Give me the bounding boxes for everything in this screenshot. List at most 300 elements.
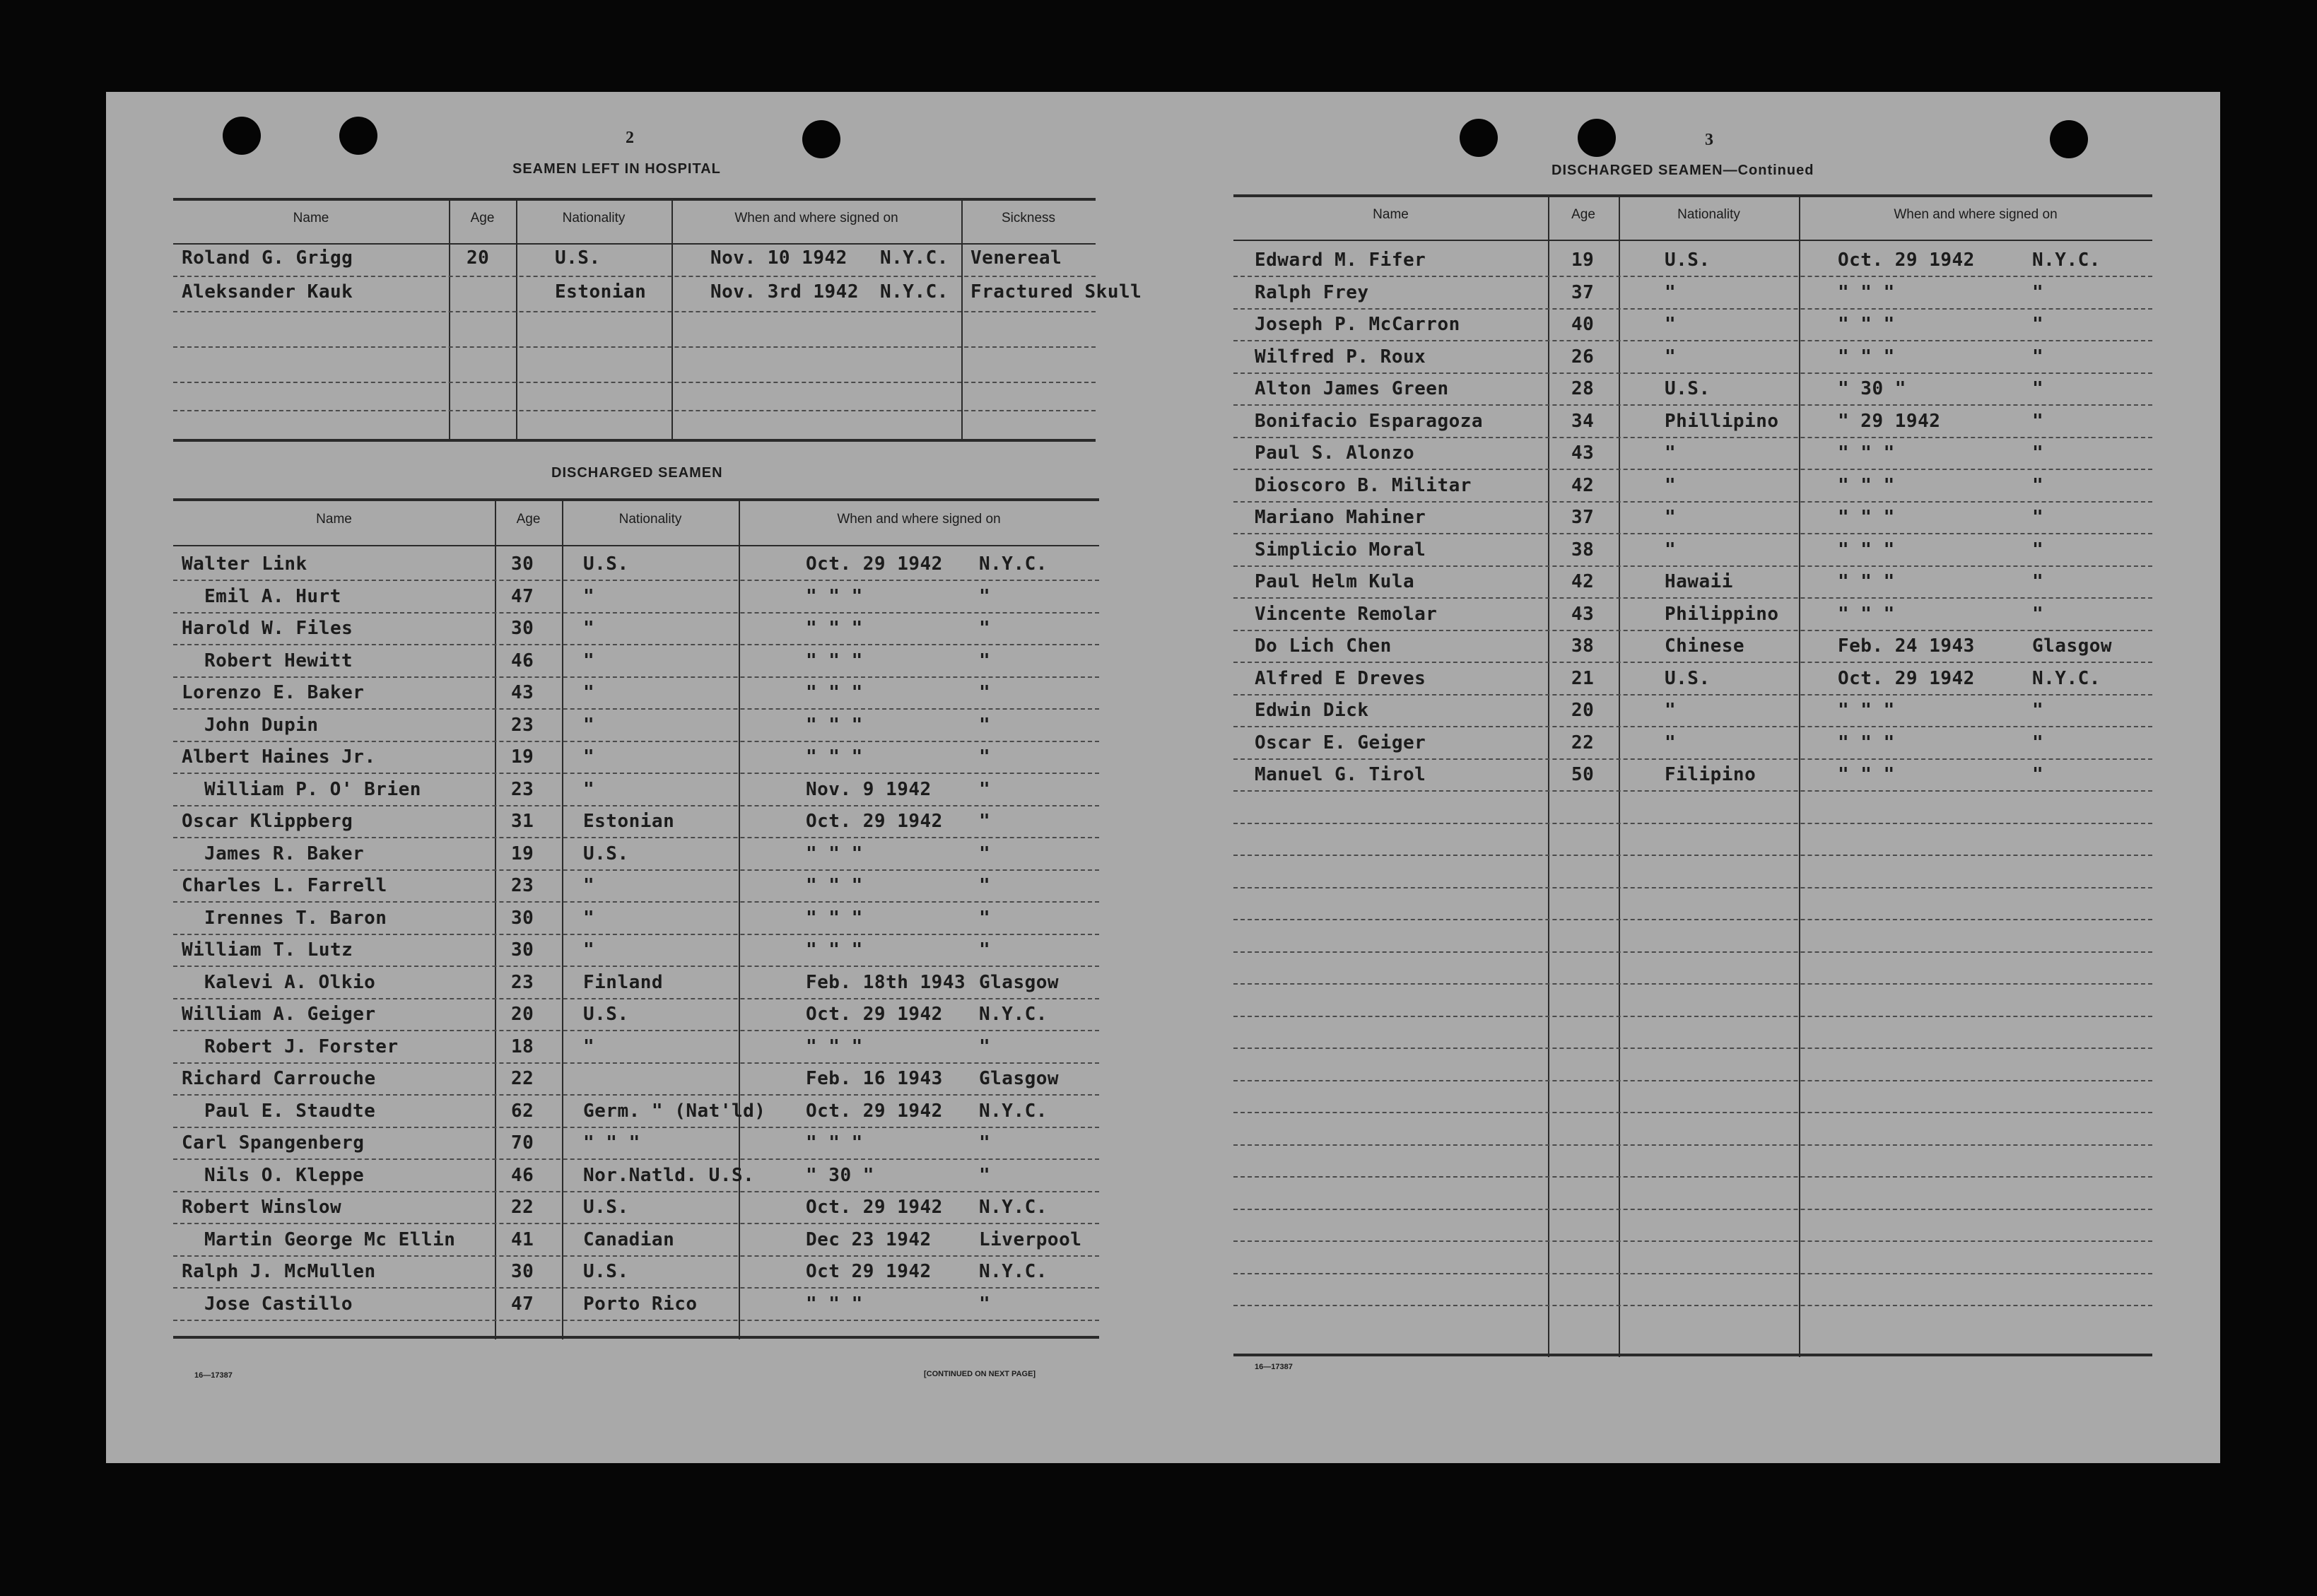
cell-age: 37	[1571, 507, 1595, 528]
cell-signed-place: "	[2032, 314, 2044, 335]
cell-name: Oscar E. Geiger	[1255, 732, 1426, 753]
cell-nationality: "	[1665, 732, 1677, 753]
ruled-line	[1233, 276, 2152, 277]
ruled-line	[1233, 597, 2152, 599]
cell-signed-place: "	[979, 843, 991, 864]
table-row	[173, 805, 1099, 838]
cell-age: 22	[511, 1197, 534, 1218]
cell-sickness: Venereal	[970, 247, 1062, 269]
ruled-line	[173, 346, 1096, 348]
cell-signed-date: " " "	[1838, 764, 1895, 785]
cell-signed-date: " " "	[806, 618, 863, 639]
ruled-line	[173, 382, 1096, 383]
ruled-line	[173, 741, 1099, 742]
cell-signed-date: " " "	[806, 1132, 863, 1154]
ruled-line	[173, 773, 1099, 774]
table-row	[173, 580, 1099, 613]
cell-age: 43	[1571, 603, 1595, 625]
table-row	[1233, 405, 2152, 438]
cell-nationality: "	[583, 618, 595, 639]
cell-signed-place: Liverpool	[979, 1228, 1082, 1250]
cell-nationality: "	[583, 778, 595, 800]
cell-name: William A. Geiger	[182, 1004, 376, 1025]
hospital-table	[173, 198, 1142, 445]
cell-signed-place: "	[2032, 571, 2044, 592]
ruled-line	[1233, 1048, 2152, 1049]
discharged-continued-title: DISCHARGED SEAMEN—Continued	[1551, 163, 1814, 178]
table-row	[173, 1159, 1099, 1192]
ruled-line	[1233, 887, 2152, 888]
cell-nationality: "	[583, 585, 595, 607]
cell-name: Paul S. Alonzo	[1255, 442, 1415, 464]
discharged-table	[173, 498, 1099, 1339]
cell-age: 46	[511, 650, 534, 671]
cell-signed-place: N.Y.C.	[979, 1197, 1048, 1218]
column-header-age: Age	[1571, 207, 1595, 222]
column-header-nationality: Nationality	[562, 211, 626, 225]
ruled-line	[173, 580, 1099, 581]
ruled-line	[1233, 662, 2152, 663]
cell-signed-date: " " "	[806, 714, 863, 736]
cell-signed-date: Feb. 16 1943	[806, 1068, 943, 1089]
ruled-line	[173, 1158, 1099, 1160]
cell-nationality: Filipino	[1665, 764, 1756, 785]
cell-signed-place: Glasgow	[979, 1068, 1060, 1089]
cell-name: Ralph J. McMullen	[182, 1261, 376, 1282]
cell-name: William P. O' Brien	[204, 778, 421, 800]
cell-nationality: "	[1665, 507, 1677, 528]
cell-age: 28	[1571, 378, 1595, 399]
cell-sickness: Fractured Skull	[970, 281, 1142, 303]
ruled-line	[1233, 340, 2152, 341]
cell-age: 40	[1571, 314, 1595, 335]
table-row	[1233, 341, 2152, 373]
cell-nationality: "	[583, 682, 595, 703]
cell-signed-place: "	[979, 618, 991, 639]
punch-hole	[339, 117, 377, 155]
cell-age: 38	[1571, 539, 1595, 561]
cell-signed-date: " " "	[806, 650, 863, 671]
cell-signed-date: " " "	[1838, 732, 1895, 753]
cell-signed-date: " " "	[806, 746, 863, 768]
table-header	[173, 498, 1099, 546]
cell-nationality: Porto Rico	[583, 1293, 698, 1315]
column-header-age: Age	[470, 211, 495, 225]
table-row	[173, 773, 1099, 806]
cell-name: Simplicio Moral	[1255, 539, 1426, 561]
cell-age: 23	[511, 875, 534, 896]
ruled-line	[1233, 790, 2152, 792]
ruled-line	[173, 1223, 1099, 1224]
ruled-line	[1233, 404, 2152, 406]
ruled-line	[173, 676, 1099, 678]
cell-nationality: "	[583, 714, 595, 736]
column-divider	[449, 198, 450, 442]
ruled-line	[173, 1127, 1099, 1128]
cell-signed-place: "	[979, 650, 991, 671]
cell-signed-date: Oct. 29 1942	[1838, 250, 1975, 271]
table-row	[173, 612, 1099, 645]
cell-nationality: U.S.	[1665, 667, 1711, 689]
cell-age: 34	[1571, 410, 1595, 432]
cell-name: Nils O. Kleppe	[204, 1164, 365, 1186]
cell-age: 20	[467, 247, 490, 269]
table-row	[1233, 276, 2152, 309]
table-row	[1233, 694, 2152, 727]
cell-signed-place: N.Y.C.	[2032, 250, 2101, 271]
table-row	[173, 934, 1099, 966]
cell-signed-date: Dec 23 1942	[806, 1228, 932, 1250]
ruled-line	[173, 1255, 1099, 1257]
cell-nationality: Estonian	[583, 811, 675, 832]
cell-signed-date: " 30 "	[806, 1164, 874, 1186]
cell-nationality: U.S.	[583, 1004, 629, 1025]
cell-signed-date: " " "	[806, 682, 863, 703]
ruled-line	[1233, 1112, 2152, 1113]
cell-nationality: U.S.	[583, 553, 629, 575]
cell-nationality: "	[1665, 700, 1677, 721]
cell-signed-place: "	[979, 1293, 991, 1315]
cell-name: Bonifacio Esparagoza	[1255, 410, 1484, 432]
ruled-line	[1233, 758, 2152, 760]
cell-name: John Dupin	[204, 714, 319, 736]
cell-signed-place: "	[2032, 442, 2044, 464]
table-row	[173, 548, 1099, 580]
cell-age: 18	[511, 1035, 534, 1057]
cell-nationality: "	[1665, 539, 1677, 561]
ruled-line	[1233, 919, 2152, 920]
cell-signed-place: "	[979, 907, 991, 929]
cell-name: Do Lich Chen	[1255, 635, 1392, 657]
ruled-line	[1233, 308, 2152, 310]
punch-hole	[223, 117, 261, 155]
cell-signed-place: "	[2032, 346, 2044, 368]
cell-nationality: Germ. " (Nat'ld)	[583, 1100, 766, 1122]
ruled-line	[173, 837, 1099, 838]
cell-nationality: Estonian	[555, 281, 647, 303]
hospital-section-title: SEAMEN LEFT IN HOSPITAL	[512, 161, 721, 177]
cell-age: 46	[511, 1164, 534, 1186]
cell-name: Charles L. Farrell	[182, 875, 387, 896]
cell-age: 21	[1571, 667, 1595, 689]
table-row	[1233, 534, 2152, 566]
column-header-name: Name	[316, 512, 352, 527]
cell-age: 30	[511, 907, 534, 929]
table-row	[173, 1224, 1099, 1256]
page-number: 3	[1705, 131, 1713, 149]
cell-signed-date: Oct. 29 1942	[806, 811, 943, 832]
cell-signed-place: "	[979, 746, 991, 768]
cell-signed-date: " " "	[806, 875, 863, 896]
cell-age: 70	[511, 1132, 534, 1154]
column-header-signed-on: When and where signed on	[734, 211, 898, 225]
cell-name: Harold W. Files	[182, 618, 353, 639]
cell-age: 22	[1571, 732, 1595, 753]
table-row	[173, 966, 1099, 999]
cell-nationality: U.S.	[583, 843, 629, 864]
cell-name: Lorenzo E. Baker	[182, 682, 365, 703]
cell-signed-date: " " "	[1838, 281, 1895, 303]
cell-signed-place: "	[2032, 474, 2044, 496]
table-header	[1233, 194, 2152, 241]
table-row	[173, 1288, 1099, 1320]
table-row	[173, 1062, 1099, 1095]
cell-name: Roland G. Grigg	[182, 247, 353, 269]
ruled-line	[1233, 501, 2152, 503]
cell-signed-date: " " "	[1838, 539, 1895, 561]
cell-signed-place: "	[2032, 539, 2044, 561]
cell-name: Vincente Remolar	[1255, 603, 1438, 625]
cell-signed-place: "	[979, 939, 991, 961]
cell-nationality: U.S.	[1665, 250, 1711, 271]
cell-signed-date: Oct. 29 1942	[806, 1100, 943, 1122]
column-header-signed-on: When and where signed on	[1894, 207, 2058, 222]
cell-signed-date: Oct. 29 1942	[806, 1004, 943, 1025]
cell-name: Alfred E Dreves	[1255, 667, 1426, 689]
cell-nationality: Phillipino	[1665, 410, 1779, 432]
cell-name: Oscar Klippberg	[182, 811, 353, 832]
cell-nationality: U.S.	[1665, 378, 1711, 399]
cell-age: 26	[1571, 346, 1595, 368]
cell-name: Carl Spangenberg	[182, 1132, 365, 1154]
cell-name: Wilfred P. Roux	[1255, 346, 1426, 368]
cell-name: Alton James Green	[1255, 378, 1449, 399]
cell-nationality: "	[583, 939, 595, 961]
cell-age: 42	[1571, 474, 1595, 496]
cell-name: Kalevi A. Olkio	[204, 971, 376, 993]
ruled-line	[1233, 565, 2152, 567]
ruled-line	[173, 1287, 1099, 1289]
ruled-line	[1233, 983, 2152, 985]
punch-hole	[2050, 120, 2088, 158]
cell-signed-place: "	[979, 682, 991, 703]
ruled-line	[1233, 951, 2152, 953]
table-row	[1233, 372, 2152, 405]
cell-age: 23	[511, 971, 534, 993]
cell-age: 20	[511, 1004, 534, 1025]
cell-signed-place: "	[979, 875, 991, 896]
form-number: 16—17387	[1255, 1363, 1293, 1371]
table-row	[173, 1255, 1099, 1288]
cell-signed-date: Feb. 18th 1943	[806, 971, 966, 993]
cell-signed-date: " 29 1942	[1838, 410, 1941, 432]
cell-signed-place: "	[979, 714, 991, 736]
cell-signed-date: Nov. 3rd 1942	[710, 281, 859, 303]
cell-signed-place: "	[979, 778, 991, 800]
ruled-line	[1233, 437, 2152, 438]
page-number: 2	[626, 129, 634, 147]
cell-signed-date: Oct. 29 1942	[1838, 667, 1975, 689]
ruled-line	[1233, 630, 2152, 631]
cell-signed-date: Feb. 24 1943	[1838, 635, 1975, 657]
column-divider	[961, 198, 963, 442]
ruled-line	[173, 644, 1099, 645]
table-row	[173, 645, 1099, 677]
cell-signed-date: " " "	[806, 585, 863, 607]
cell-signed-date: Nov. 10 1942	[710, 247, 847, 269]
cell-signed-place: Glasgow	[2032, 635, 2113, 657]
table-bottom-rule	[1233, 1354, 2152, 1356]
ruled-line	[173, 1191, 1099, 1192]
cell-name: Richard Carrouche	[182, 1068, 376, 1089]
table-row	[173, 676, 1099, 709]
cell-nationality: U.S.	[583, 1261, 629, 1282]
cell-signed-date: " " "	[1838, 603, 1895, 625]
cell-age: 47	[511, 1293, 534, 1315]
cell-signed-date: " " "	[806, 939, 863, 961]
table-bottom-rule	[173, 1336, 1099, 1339]
table-row	[1233, 758, 2152, 791]
table-row	[173, 1191, 1099, 1224]
table-row	[173, 741, 1099, 773]
cell-age: 30	[511, 939, 534, 961]
cell-name: Albert Haines Jr.	[182, 746, 376, 768]
table-row	[1233, 469, 2152, 502]
cell-signed-place: "	[979, 1035, 991, 1057]
cell-nationality: Chinese	[1665, 635, 1745, 657]
cell-nationality: "	[583, 1035, 595, 1057]
cell-signed-place: "	[979, 811, 991, 832]
cell-signed-date: " 30 "	[1838, 378, 1906, 399]
table-header	[173, 198, 1096, 245]
cell-signed-date: " " "	[1838, 346, 1895, 368]
cell-signed-place: N.Y.C.	[880, 247, 949, 269]
ruled-line	[1233, 855, 2152, 856]
cell-signed-place: N.Y.C.	[979, 553, 1048, 575]
ruled-line	[1233, 1080, 2152, 1081]
ruled-line	[1233, 1016, 2152, 1017]
cell-signed-date: Nov. 9 1942	[806, 778, 932, 800]
cell-age: 30	[511, 618, 534, 639]
table-row	[173, 869, 1099, 902]
cell-name: Robert J. Forster	[204, 1035, 399, 1057]
cell-name: Dioscoro B. Militar	[1255, 474, 1472, 496]
ruled-line	[1233, 823, 2152, 824]
cell-name: Joseph P. McCarron	[1255, 314, 1460, 335]
cell-signed-place: N.Y.C.	[880, 281, 949, 303]
cell-name: Paul E. Staudte	[204, 1100, 376, 1122]
table-row	[1233, 727, 2152, 759]
cell-nationality: U.S.	[555, 247, 601, 269]
cell-signed-place: N.Y.C.	[979, 1004, 1048, 1025]
cell-age: 19	[1571, 250, 1595, 271]
right-page	[1170, 92, 2220, 1463]
column-header-age: Age	[516, 512, 541, 527]
ruled-line	[173, 1094, 1099, 1096]
cell-age: 43	[1571, 442, 1595, 464]
table-row	[1233, 565, 2152, 598]
left-page	[106, 92, 1173, 1463]
cell-nationality: U.S.	[583, 1197, 629, 1218]
cell-name: Aleksander Kauk	[182, 281, 353, 303]
cell-name: Edwin Dick	[1255, 700, 1369, 721]
cell-signed-date: " " "	[806, 1035, 863, 1057]
ruled-line	[173, 901, 1099, 903]
table-row	[173, 276, 1142, 308]
cell-signed-date: Oct. 29 1942	[806, 1197, 943, 1218]
cell-age: 42	[1571, 571, 1595, 592]
cell-signed-place: "	[2032, 410, 2044, 432]
punch-hole	[1578, 119, 1616, 157]
cell-name: Irennes T. Baron	[204, 907, 387, 929]
ruled-line	[1233, 1209, 2152, 1210]
cell-age: 38	[1571, 635, 1595, 657]
cell-age: 30	[511, 1261, 534, 1282]
ruled-line	[173, 869, 1099, 871]
table-row	[1233, 437, 2152, 469]
cell-name: Walter Link	[182, 553, 307, 575]
cell-age: 43	[511, 682, 534, 703]
ruled-line	[173, 612, 1099, 614]
ruled-line	[1233, 1305, 2152, 1306]
table-row	[173, 1095, 1099, 1127]
cell-name: William T. Lutz	[182, 939, 353, 961]
cell-signed-place: "	[2032, 378, 2044, 399]
cell-nationality: Hawaii	[1665, 571, 1733, 592]
discharged-continued-table	[1233, 194, 2152, 1357]
cell-age: 23	[511, 778, 534, 800]
ruled-line	[173, 966, 1099, 967]
ruled-line	[1233, 726, 2152, 727]
cell-nationality: "	[1665, 314, 1677, 335]
cell-signed-date: Oct. 29 1942	[806, 553, 943, 575]
table-bottom-rule	[173, 439, 1096, 442]
cell-signed-date: " " "	[806, 843, 863, 864]
cell-name: James R. Baker	[204, 843, 365, 864]
cell-signed-place: "	[979, 1164, 991, 1186]
table-row	[173, 1031, 1099, 1063]
ruled-line	[1233, 469, 2152, 470]
cell-age: 31	[511, 811, 534, 832]
column-divider	[516, 198, 517, 442]
cell-nationality: "	[583, 650, 595, 671]
ruled-line	[173, 1062, 1099, 1064]
cell-nationality: Nor.Natld. U.S.	[583, 1164, 755, 1186]
column-header-signed-on: When and where signed on	[837, 512, 1001, 527]
table-row	[173, 242, 1096, 274]
punch-hole	[1460, 119, 1498, 157]
cell-signed-date: " " "	[1838, 474, 1895, 496]
cell-signed-place: N.Y.C.	[979, 1100, 1048, 1122]
ruled-line	[173, 1030, 1099, 1031]
cell-name: Jose Castillo	[204, 1293, 353, 1315]
cell-signed-date: Oct 29 1942	[806, 1261, 932, 1282]
cell-nationality: "	[583, 907, 595, 929]
column-header-sickness: Sickness	[1001, 211, 1056, 225]
cell-nationality: "	[583, 875, 595, 896]
table-row	[1233, 501, 2152, 534]
cell-nationality: " " "	[583, 1132, 640, 1154]
form-number: 16—17387	[194, 1371, 233, 1380]
cell-signed-place: "	[2032, 764, 2044, 785]
cell-age: 23	[511, 714, 534, 736]
cell-signed-date: " " "	[1838, 571, 1895, 592]
cell-signed-date: " " "	[806, 907, 863, 929]
cell-signed-place: "	[979, 1132, 991, 1154]
table-row	[173, 902, 1099, 934]
ruled-line	[1233, 694, 2152, 696]
table-row	[1233, 308, 2152, 341]
ruled-line	[1233, 1176, 2152, 1178]
cell-nationality: "	[1665, 346, 1677, 368]
cell-nationality: "	[1665, 442, 1677, 464]
table-row	[1233, 244, 2152, 276]
ruled-line	[173, 998, 1099, 999]
cell-signed-place: "	[2032, 700, 2044, 721]
cell-name: Emil A. Hurt	[204, 585, 341, 607]
ruled-line	[173, 410, 1096, 411]
cell-nationality: Canadian	[583, 1228, 675, 1250]
